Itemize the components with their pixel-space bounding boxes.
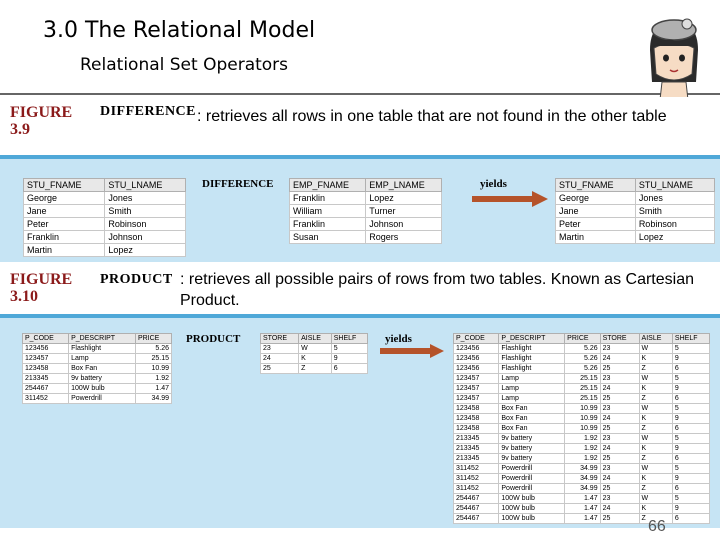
table-cell: 25.15 (565, 374, 600, 384)
table-cell: Lamp (499, 384, 565, 394)
table-cell: Franklin (290, 192, 366, 205)
product-operator-label: PRODUCT (186, 333, 241, 345)
column-header: AISLE (639, 334, 672, 344)
column-header: PRICE (135, 334, 171, 344)
table-row (454, 414, 710, 424)
column-header: P_CODE (23, 334, 69, 344)
difference-description: : retrieves all rows in one table that are not found in the other table (197, 108, 667, 125)
table-cell: 1.47 (135, 384, 171, 394)
table-cell: 24 (261, 354, 299, 364)
table-cell: 1.92 (565, 434, 600, 444)
table-cell: Lopez (105, 244, 186, 257)
table-row (290, 231, 442, 244)
mascot-icon (640, 10, 706, 100)
right-arrow-icon-2 (378, 343, 446, 359)
table-cell: George (556, 192, 636, 205)
table-cell: 123457 (454, 384, 499, 394)
difference-result-table (555, 178, 715, 244)
table-cell: Peter (24, 218, 105, 231)
table-header-row (261, 334, 368, 344)
table-cell: W (639, 344, 672, 354)
table-cell: 9 (672, 504, 709, 514)
table-cell: 25 (600, 394, 639, 404)
table-row (454, 364, 710, 374)
column-header: STU_FNAME (24, 179, 105, 192)
table-row (454, 464, 710, 474)
table-cell: 6 (672, 484, 709, 494)
table-cell: Powerdrill (499, 464, 565, 474)
table-cell: W (639, 404, 672, 414)
table-cell: Lamp (499, 374, 565, 384)
column-header: P_DESCRIPT (69, 334, 136, 344)
table-row (23, 344, 172, 354)
employee-table (289, 178, 442, 244)
table-row (556, 218, 715, 231)
table-cell: 9v battery (499, 454, 565, 464)
table-cell: Johnson (105, 231, 186, 244)
table-cell: 311452 (454, 474, 499, 484)
figure-3-9-operator: DIFFERENCE (100, 104, 197, 119)
table-cell: 6 (672, 454, 709, 464)
table-cell: 10.99 (565, 424, 600, 434)
figure-3-10-label: FIGURE 3.10 (10, 271, 73, 305)
table-cell: Franklin (290, 218, 366, 231)
table-cell: 1.92 (565, 444, 600, 454)
table-cell: Jones (635, 192, 714, 205)
table-cell: Z (299, 364, 332, 374)
table-cell: Jane (556, 205, 636, 218)
table-cell: 5.26 (565, 354, 600, 364)
table-cell: W (639, 374, 672, 384)
table-cell: 25 (600, 484, 639, 494)
table-header-row (290, 179, 442, 192)
table-row (454, 494, 710, 504)
table-cell: 9 (672, 414, 709, 424)
table-cell: 25.15 (135, 354, 171, 364)
figure-3-9-label: FIGURE 3.9 (10, 104, 73, 138)
table-cell: 5 (672, 404, 709, 414)
table-row (454, 514, 710, 524)
table-cell: Z (639, 364, 672, 374)
table-cell: K (639, 354, 672, 364)
table-cell: 1.92 (565, 454, 600, 464)
table-cell: Turner (366, 205, 442, 218)
table-row (24, 192, 186, 205)
slide-title: 3.0 The Relational Model (43, 18, 316, 43)
table-row (24, 244, 186, 257)
table-cell: 5 (672, 344, 709, 354)
page-number: 66 (648, 518, 666, 535)
table-cell: Box Fan (499, 414, 565, 424)
table-cell: 24 (600, 354, 639, 364)
table-cell: Box Fan (69, 364, 136, 374)
table-header-row (23, 334, 172, 344)
table-cell: 1.92 (135, 374, 171, 384)
yields-label-2: yields (385, 333, 412, 345)
table-row (23, 364, 172, 374)
table-cell: 5.26 (565, 344, 600, 354)
table-row (24, 218, 186, 231)
table-row (290, 205, 442, 218)
table-cell: W (299, 344, 332, 354)
table-cell: K (639, 474, 672, 484)
table-cell: 123456 (23, 344, 69, 354)
table-cell: 34.99 (135, 394, 171, 404)
table-cell: 123458 (454, 414, 499, 424)
table-cell: 34.99 (565, 484, 600, 494)
table-cell: Z (639, 394, 672, 404)
product-table (22, 333, 172, 404)
table-row (24, 205, 186, 218)
table-cell: Lopez (366, 192, 442, 205)
table-cell: 25 (600, 364, 639, 374)
table-cell: 24 (600, 444, 639, 454)
column-header: PRICE (565, 334, 600, 344)
table-cell: 10.99 (565, 404, 600, 414)
table-row (454, 454, 710, 464)
table-cell: Peter (556, 218, 636, 231)
table-cell: K (299, 354, 332, 364)
table-row (23, 384, 172, 394)
table-cell: 100W bulb (499, 514, 565, 524)
table-cell: 25.15 (565, 394, 600, 404)
table-cell: 100W bulb (69, 384, 136, 394)
column-header: STU_LNAME (635, 179, 714, 192)
table-cell: Z (639, 514, 672, 524)
table-row (454, 394, 710, 404)
table-cell: William (290, 205, 366, 218)
table-cell: 9v battery (69, 374, 136, 384)
table-cell: Rogers (366, 231, 442, 244)
table-cell: Flashlight (499, 354, 565, 364)
table-header-row (24, 179, 186, 192)
table-cell: 25 (261, 364, 299, 374)
table-cell: 10.99 (135, 364, 171, 374)
table-cell: W (639, 494, 672, 504)
table-row (261, 344, 368, 354)
product-result-table (453, 333, 710, 524)
table-row (23, 354, 172, 364)
table-cell: Martin (24, 244, 105, 257)
table-cell: Robinson (105, 218, 186, 231)
table-cell: Flashlight (499, 364, 565, 374)
table-row (24, 231, 186, 244)
table-cell: 123456 (454, 354, 499, 364)
table-row (556, 231, 715, 244)
table-cell: Flashlight (499, 344, 565, 354)
table-cell: 123457 (454, 394, 499, 404)
table-cell: 1.47 (565, 504, 600, 514)
table-cell: 23 (600, 494, 639, 504)
column-header: STORE (261, 334, 299, 344)
column-header: P_DESCRIPT (499, 334, 565, 344)
table-cell: 213345 (454, 434, 499, 444)
table-cell: 254467 (454, 504, 499, 514)
table-cell: Z (639, 424, 672, 434)
table-cell: 24 (600, 474, 639, 484)
table-cell: Susan (290, 231, 366, 244)
table-row (454, 354, 710, 364)
table-row (261, 354, 368, 364)
table-cell: 6 (672, 514, 709, 524)
table-cell: Box Fan (499, 424, 565, 434)
table-cell: 23 (600, 344, 639, 354)
table-cell: 123458 (454, 424, 499, 434)
table-cell: 123458 (454, 404, 499, 414)
table-cell: 6 (672, 424, 709, 434)
table-cell: K (639, 444, 672, 454)
table-header-row (556, 179, 715, 192)
table-cell: 25 (600, 424, 639, 434)
table-row (454, 484, 710, 494)
table-row (290, 218, 442, 231)
table-row (454, 404, 710, 414)
table-cell: 9 (672, 474, 709, 484)
table-cell: Martin (556, 231, 636, 244)
table-cell: 6 (672, 394, 709, 404)
student-table (23, 178, 186, 257)
table-cell: Box Fan (499, 404, 565, 414)
table-cell: 213345 (23, 374, 69, 384)
table-cell: George (24, 192, 105, 205)
table-cell: Jane (24, 205, 105, 218)
table-row (261, 364, 368, 374)
table-cell: 5 (672, 434, 709, 444)
table-cell: Smith (635, 205, 714, 218)
title-divider (0, 93, 720, 95)
table-cell: W (639, 434, 672, 444)
column-header: STORE (600, 334, 639, 344)
table-cell: 9v battery (499, 444, 565, 454)
table-cell: Powerdrill (499, 474, 565, 484)
table-cell: 1.47 (565, 494, 600, 504)
table-cell: 6 (331, 364, 367, 374)
table-cell: 123457 (23, 354, 69, 364)
table-cell: K (639, 504, 672, 514)
table-row (454, 424, 710, 434)
table-cell: K (639, 384, 672, 394)
table-cell: 254467 (454, 514, 499, 524)
table-cell: 254467 (23, 384, 69, 394)
table-cell: 5.26 (135, 344, 171, 354)
table-cell: 24 (600, 384, 639, 394)
table-cell: K (639, 414, 672, 424)
table-cell: 311452 (454, 464, 499, 474)
table-cell: W (639, 464, 672, 474)
column-header: AISLE (299, 334, 332, 344)
table-row (454, 344, 710, 354)
table-cell: 9 (672, 354, 709, 364)
table-cell: 5 (331, 344, 367, 354)
column-header: STU_LNAME (105, 179, 186, 192)
table-cell: Lamp (69, 354, 136, 364)
slide-subtitle: Relational Set Operators (80, 55, 289, 75)
table-cell: Robinson (635, 218, 714, 231)
product-description: : retrieves all possible pairs of rows from two tables. Known as Cartesian Product. (180, 271, 694, 309)
store-table (260, 333, 368, 374)
table-cell: 100W bulb (499, 494, 565, 504)
table-cell: 23 (600, 404, 639, 414)
table-cell: 5 (672, 494, 709, 504)
table-cell: 5 (672, 464, 709, 474)
figure-3-10-operator: PRODUCT (100, 272, 173, 287)
table-cell: 213345 (454, 454, 499, 464)
table-cell: Johnson (366, 218, 442, 231)
table-cell: Smith (105, 205, 186, 218)
table-cell: 123456 (454, 344, 499, 354)
table-row (556, 192, 715, 205)
table-cell: 1.47 (565, 514, 600, 524)
table-cell: 254467 (454, 494, 499, 504)
table-cell: Lopez (635, 231, 714, 244)
column-header: SHELF (672, 334, 709, 344)
column-header: STU_FNAME (556, 179, 636, 192)
table-cell: 5.26 (565, 364, 600, 374)
table-cell: 25 (600, 514, 639, 524)
table-row (454, 384, 710, 394)
table-cell: 23 (261, 344, 299, 354)
table-row (454, 444, 710, 454)
table-cell: 34.99 (565, 474, 600, 484)
table-cell: 24 (600, 414, 639, 424)
table-cell: 9 (672, 384, 709, 394)
table-cell: 24 (600, 504, 639, 514)
column-header: P_CODE (454, 334, 499, 344)
yields-label: yields (480, 178, 507, 190)
right-arrow-icon (470, 190, 550, 208)
column-header: SHELF (331, 334, 367, 344)
table-cell: Flashlight (69, 344, 136, 354)
table-cell: 9v battery (499, 434, 565, 444)
table-cell: 123456 (454, 364, 499, 374)
table-row (23, 374, 172, 384)
table-header-row (454, 334, 710, 344)
table-cell: 123458 (23, 364, 69, 374)
table-cell: Powerdrill (69, 394, 136, 404)
column-header: EMP_FNAME (290, 179, 366, 192)
table-cell: 5 (672, 374, 709, 384)
table-cell: Z (639, 484, 672, 494)
table-cell: 10.99 (565, 414, 600, 424)
table-cell: 23 (600, 434, 639, 444)
table-cell: 34.99 (565, 464, 600, 474)
table-cell: 23 (600, 464, 639, 474)
table-cell: 311452 (23, 394, 69, 404)
difference-operator-label: DIFFERENCE (202, 178, 274, 190)
table-cell: 123457 (454, 374, 499, 384)
table-cell: 311452 (454, 484, 499, 494)
table-cell: Jones (105, 192, 186, 205)
table-cell: 25.15 (565, 384, 600, 394)
table-row (556, 205, 715, 218)
table-row (454, 434, 710, 444)
table-row (290, 192, 442, 205)
table-cell: Franklin (24, 231, 105, 244)
table-row (23, 394, 172, 404)
table-cell: 6 (672, 364, 709, 374)
table-cell: Powerdrill (499, 484, 565, 494)
table-cell: Lamp (499, 394, 565, 404)
table-row (454, 474, 710, 484)
table-cell: 25 (600, 454, 639, 464)
table-cell: 213345 (454, 444, 499, 454)
table-cell: 9 (331, 354, 367, 364)
table-row (454, 374, 710, 384)
column-header: EMP_LNAME (366, 179, 442, 192)
table-cell: Z (639, 454, 672, 464)
table-cell: 9 (672, 444, 709, 454)
table-cell: 23 (600, 374, 639, 384)
table-cell: 100W bulb (499, 504, 565, 514)
table-row (454, 504, 710, 514)
